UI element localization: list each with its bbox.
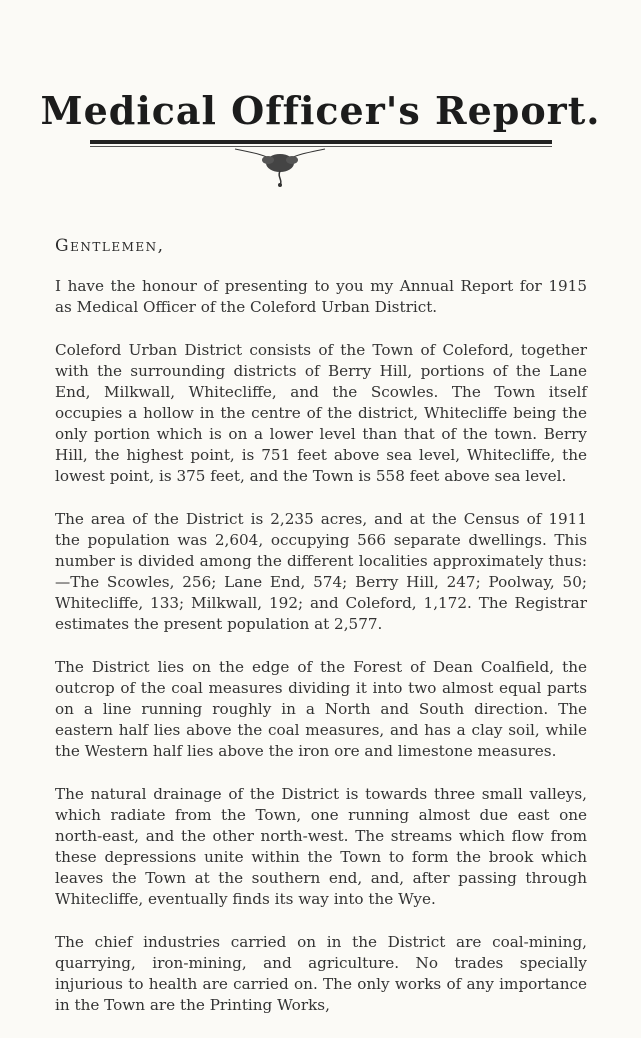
- floral-ornament-icon: [230, 147, 330, 187]
- paragraph: Coleford Urban District consists of the Town of Coleford, together with the surrounding districts of Berry Hill, portions of the Lane End, Milkwall, Whitecliffe, and the Scowles. The Town itself occupies a hollow in the centre of the district, Whitecliffe being the only portion which is on a lower level than that of the town. Berry Hill, the highest point, is 751 feet above sea level, Whitecliffe, the lowest point, is 375 feet, and the Town is 558 feet above sea level.: [55, 341, 587, 485]
- paragraph: The District lies on the edge of the Forest of Dean Coalfield, the outcrop of the coal measures dividing it into two almost equal parts on a line running roughly in a North and South direction. The eastern half lies above the coal measures, and has a clay soil, while the Western half lies above the iron ore and limestone measures.: [55, 658, 587, 760]
- paragraph: The area of the District is 2,235 acres, and at the Census of 1911 the population was 2,604, occupying 566 separate dwellings. This number is divided among the different localities approximately thus:—The Scowles, 256; Lane End, 574; Berry Hill, 247; Poolway, 50; Whitecliffe, 133; Milkwall, 192; and Coleford, 1,172. The Registrar estimates the present population at 2,577.: [55, 510, 587, 633]
- letter-body: [55, 276, 587, 1038]
- title-rule-thick: [90, 140, 552, 144]
- paragraph: I have the honour of presenting to you my Annual Report for 1915 as Medical Officer of the Coleford Urban District.: [55, 277, 587, 316]
- paragraph: The chief industries carried on in the District are coal-mining, quarrying, iron-mining, and agriculture. No trades specially injurious to health are carried on. The only works of any importance in the Town are the Printing Works,: [55, 933, 587, 1014]
- salutation: Gentlemen,: [55, 236, 165, 256]
- page-title: Medical Officer's Report.: [40, 88, 601, 133]
- paragraph: The natural drainage of the District is towards three small valleys, which radiate from the Town, one running almost due east one north-east, and the other north-west. The streams which flow from these depressions unite within the Town to form the brook which leaves the Town at the southern end, and, after passing through Whitecliffe, eventually finds its way into the Wye.: [55, 785, 587, 908]
